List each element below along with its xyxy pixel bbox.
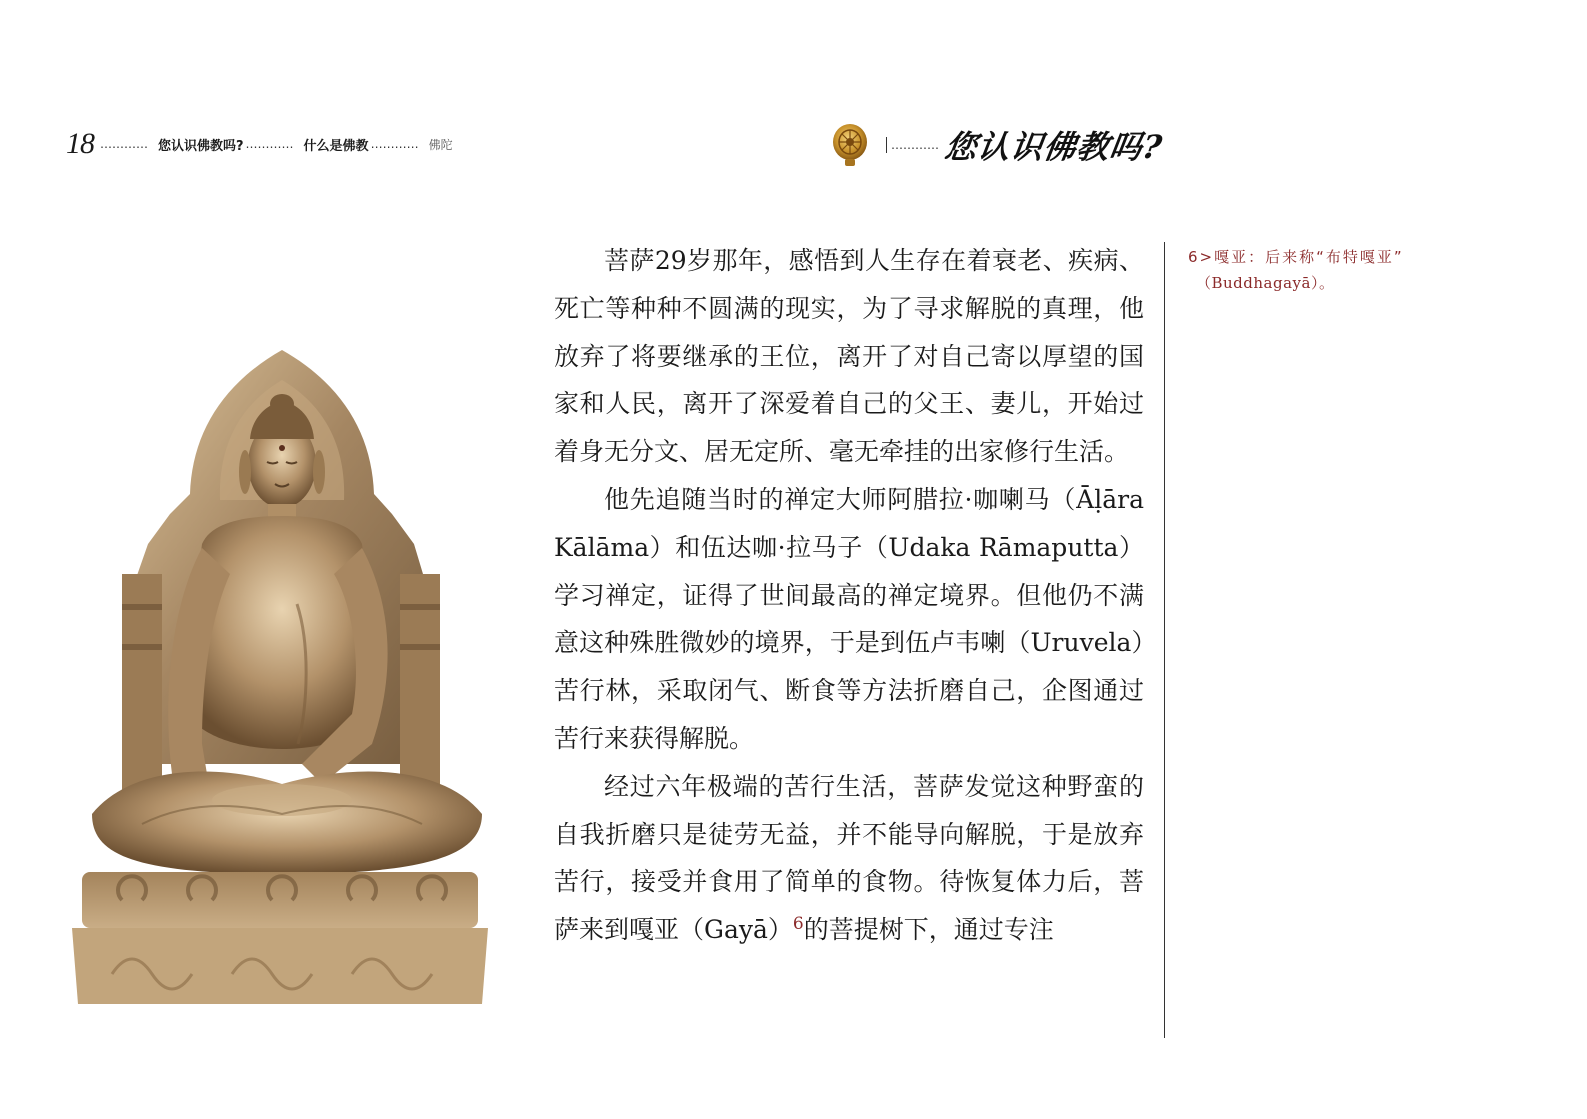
header-divider [886, 137, 887, 153]
main-body-text [554, 237, 1144, 954]
paragraph-text: 经过六年极端的苦行生活，菩萨发觉这种野蛮的自我折磨只是徒劳无益，并不能导向解脱，于是放弃苦行，接受并食用了简单的食物。待恢复体力后，菩萨来到嘎亚（Gayā） [554, 771, 1144, 945]
column-divider [1164, 242, 1165, 1038]
footnote-reference[interactable]: 6 [792, 914, 804, 935]
footnote-line: 6>嘎亚：后来称“布特嘎亚” [1188, 248, 1404, 266]
leader-dots: ………… [370, 137, 419, 151]
seated-buddha-statue-icon [62, 344, 498, 1008]
book-title-calligraphy: 您认识佛教吗? [942, 128, 1166, 166]
paragraph: 菩萨29岁那年，感悟到人生存在着衰老、疾病、死亡等种种不圆满的现实，为了寻求解脱的真理，他放弃了将要继承的王位，离开了对自己寄以厚望的国家和人民，离开了深爱着自己的父王、妻儿，开始过着身无分文、居无定所、毫无牵挂的出家修行生活。 [554, 246, 1144, 467]
breadcrumb-section: 佛陀 [428, 137, 453, 152]
leader-dots: ………… [245, 137, 294, 151]
breadcrumb-book: 您认识佛教吗? [158, 138, 244, 154]
dharma-wheel-icon [830, 121, 870, 169]
running-header-left [66, 122, 453, 166]
paragraph [554, 763, 1144, 954]
side-footnote [1188, 244, 1478, 296]
leader-dots: ………… [891, 138, 939, 152]
running-header-right [830, 120, 1166, 170]
page-number: 18 [66, 127, 94, 160]
paragraph: 他先追随当时的禅定大师阿腊拉·咖喇马（Āḷāra Kālāma）和伍达咖·拉马子（Udaka Rāmaputta）学习禅定，证得了世间最高的禅定境界。但他仍不满意这种殊胜微妙的境界，于是到伍卢韦喇（Uruvela）苦行林，采取闭气、断食等方法折磨自己，企图通过苦行来获得解脱。 [554, 484, 1144, 753]
leader-dots: ………… [100, 137, 148, 151]
breadcrumb-chapter: 什么是佛教 [303, 138, 369, 154]
footnote-line: （Buddhagayā）。 [1196, 274, 1335, 292]
paragraph-text: 的菩提树下，通过专注 [803, 915, 1054, 945]
